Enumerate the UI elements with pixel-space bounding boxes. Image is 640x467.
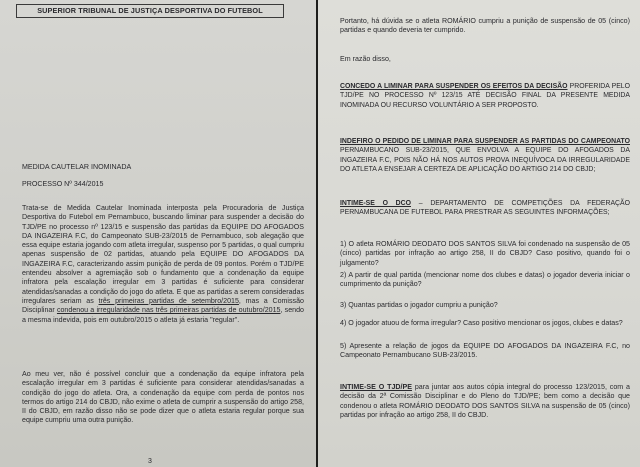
intime-tjd-rest: para juntar aos autos cópia integral do processo 123/2015, com a decisão da 2ª Comissão Disciplinar e do Pleno do TJD/PE; bem como a decisão que condenou o atleta ROMÁRIO DEODATO DOS SANTOS SILVA na suspensão de 05 (cinco) partidas por infração ao artigo 258, II do CBJD. (340, 383, 630, 419)
concedo-rest: PROFERIDA PELO TJD/PE NO PROCESSO Nº 123/15 ATÉ DECISÃO FINAL DA PRESENTE MEDIDA INOMINADA OU RECURSO VOLUNTÁRIO A SER PROPOSTO. (340, 83, 630, 109)
indefiro-rest: PERNAMBUCANO SUB-23/2015, QUE ENVOLVA A EQUIPE DO AFOGADOS DA INGAZEIRA F.C, POIS NÃO HÁ NOS AUTOS PROVA INEQUÍVOCA DA IRREGULARIDADE DO ATLETA A ENSEJAR A CERTEZA DE APLICAÇÃO DO ARTIGO 214 DO CBJD; (340, 147, 630, 173)
paragraph-doubt: Portanto, há dúvida se o atleta ROMÁRIO cumpriu a punição de suspensão de 05 (cinco) partidas e quando deveria ter cumprido. (340, 17, 630, 35)
para1-text-a: Trata-se de Medida Cautelar Inominada interposta pela Procuradoria de Justiça Desportiva do Futebol em Pernambuco, buscando liminar para suspender a decisão do TJD/PE no processo nº 123/15 e suspensão das partidas da EQUIPE DO AFOGADOS DA INGAZEIRA F.C, do Campeonato SUB-23/2015 de Pernambuco, sob alegação que essa equipe estaria jogando com atleta irregular, suspenso por 5 partidas, o qual cumpriu apenas suspensão de 02 partidas, atuando pela EQUIPE DO AFOGADOS DA INGAZEIRA F.C, caracterizando assim punição de perda de 09 pontos. Porém o TJD/PE entendeu absolver a agremiação sob o fundamento que a condenação da equipe infratora pela escalação irregular em 3 partidas é suficiente para considerar atendidas/sanadas a condição do jogo do atleta. E que as partidas a serem consideradas irregulares seriam as (22, 204, 304, 305)
para1-text-b: , mas a Comissão Disciplinar (22, 296, 304, 315)
decision-indefiro (340, 137, 630, 174)
indefiro-lead: INDEFIRO O PEDIDO DE LIMINAR PARA SUSPENDER AS PARTIDAS DO CAMPEONATO (340, 138, 630, 145)
intime-dco-lead: INTIME-SE O DCO (340, 200, 411, 207)
paragraph-case-summary (22, 204, 304, 325)
court-title: SUPERIOR TRIBUNAL DE JUSTIÇA DESPORTIVA DO FUTEBOL (16, 4, 284, 18)
order-intime-tjd (340, 383, 630, 420)
concedo-lead: CONCEDO A LIMINAR PARA SUSPENDER OS EFEITOS DA DECISÃO (340, 83, 568, 90)
process-number: PROCESSO Nº 344/2015 (22, 180, 104, 188)
paragraph-analysis: Ao meu ver, não é possível concluir que a condenação da equipe infratora pela escalação irregular em 3 partidas é suficiente para considerar atendidas/sanadas a condição do jogo do atleta. Ora, a condenação da equipe com perda de pontos nos termos do artigo 214 do CBJD, não exime o atleta de cumprir a suspensão do artigo 258, II do CBJD, em razão disso não se pode dizer que o atleta estaria regular porque sua equipe cumpriu uma outra punição. (22, 370, 304, 425)
question-item: 4) O jogador atuou de forma irregular? Caso positivo mencionar os jogos, clubes e datas? (340, 319, 623, 327)
intime-dco-rest: – DEPARTAMENTO DE COMPETIÇÕES DA FEDERAÇÃO PERNAMBUCANA DE FUTEBOL PARA PRESTRAR AS SEGUINTES INFORMAÇÕES; (340, 200, 630, 217)
question-item: 3) Quantas partidas o jogador cumpriu a punição? (340, 301, 498, 309)
decision-concedo (340, 82, 630, 110)
question-item: 2) A partir de qual partida (mencionar nome dos clubes e datas) o jogador deveria iniciar o cumprimento da punição? (340, 271, 630, 289)
para1-underlined-september: três primeiras partidas de setembro/2015 (98, 296, 239, 305)
document-heading: MEDIDA CAUTELAR INOMINADA (22, 163, 132, 171)
order-intime-dco (340, 199, 630, 218)
left-page (0, 0, 316, 467)
page-number: 3 (148, 458, 152, 465)
question-item: 1) O atleta ROMÁRIO DEODATO DOS SANTOS SILVA foi condenado na suspensão de 05 (cinco) partidas por infração ao artigo 258, II do CBJD? Caso positivo, quando foi o julgamento? (340, 240, 630, 267)
para1-underlined-october: condenou a irregularidade nas três primeiras partidas de outubro/2015 (56, 306, 281, 315)
reason-line: Em razão disso, (340, 55, 391, 63)
question-item: 5) Apresente a relação de jogos da EQUIPE DO AFOGADOS DA INGAZEIRA F.C, no Campeonato Pernambucano SUB-23/2015. (340, 342, 630, 360)
para1-text-c: , sendo a mesma indevida, pois em outubro/2015 o atleta já estaria "regular". (22, 306, 304, 324)
intime-tjd-lead: INTIME-SE O TJD/PE (340, 383, 412, 391)
right-page (318, 0, 640, 467)
